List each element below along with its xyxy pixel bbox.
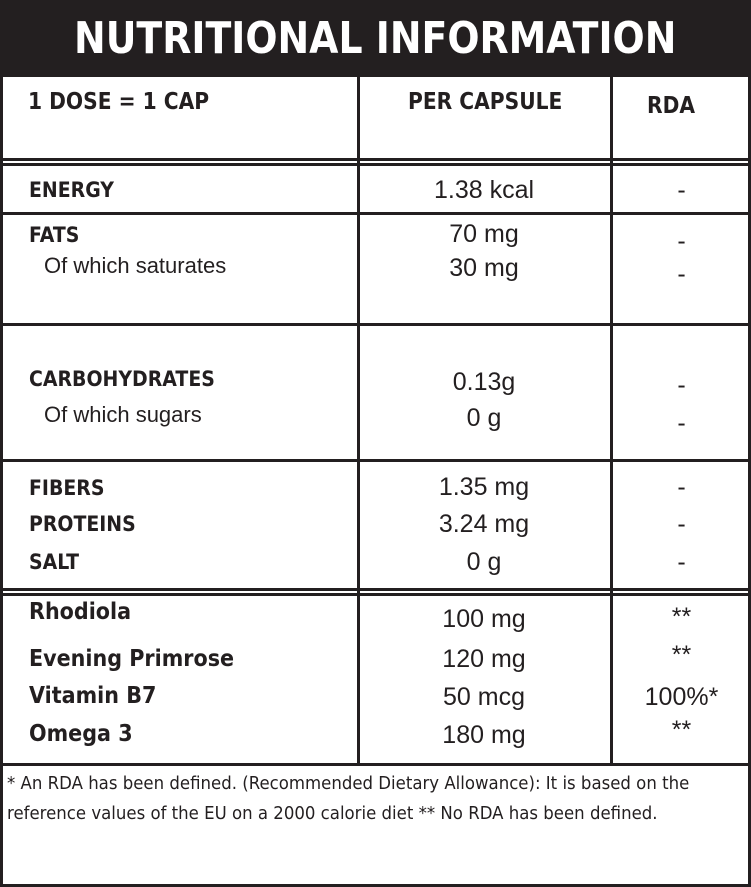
energy-value: 1.38 kcal — [433, 176, 535, 204]
carbohydrates-label: CARBOHYDRATES — [29, 367, 215, 391]
ingredient-label: Omega 3 — [29, 721, 133, 747]
rule — [3, 323, 748, 326]
proteins-label: PROTEINS — [29, 512, 136, 536]
sugars-value: 0 g — [466, 404, 502, 432]
salt-label: SALT — [29, 550, 80, 574]
salt-value: 0 g — [466, 548, 502, 576]
footnote — [7, 769, 747, 829]
rule — [3, 763, 748, 766]
fibers-rda: - — [677, 473, 686, 501]
fats-label: FATS — [29, 223, 80, 247]
fibers-value: 1.35 mg — [438, 473, 530, 501]
ingredient-rda: ** — [671, 716, 692, 744]
sugars-label: Of which sugars — [44, 402, 202, 427]
rule — [3, 212, 748, 215]
per-capsule-header: PER CAPSULE — [408, 89, 563, 115]
column-divider — [610, 74, 613, 766]
ingredient-label: Rhodiola — [29, 599, 132, 625]
saturates-value: 30 mg — [449, 254, 519, 282]
rule — [3, 459, 748, 462]
proteins-value: 3.24 mg — [438, 510, 530, 538]
ingredient-value: 120 mg — [442, 645, 526, 673]
fibers-label: FIBERS — [29, 476, 105, 500]
ingredient-label: Vitamin B7 — [29, 683, 157, 709]
ingredient-rda: ** — [671, 603, 692, 631]
rda-header: RDA — [647, 93, 696, 119]
ingredient-label: Evening Primrose — [29, 646, 235, 672]
saturates-rda: - — [677, 260, 686, 288]
ingredient-rda: ** — [671, 641, 692, 669]
fats-rda: - — [677, 227, 686, 255]
sugars-rda: - — [677, 409, 686, 437]
ingredient-rda: 100%* — [644, 683, 719, 711]
label-title: NUTRITIONAL INFORMATION — [74, 13, 677, 64]
energy-label: ENERGY — [29, 178, 114, 202]
rule — [3, 74, 748, 77]
carbohydrates-value: 0.13g — [452, 368, 516, 396]
rule — [3, 158, 748, 161]
ingredient-value: 180 mg — [442, 721, 526, 749]
footnote-text: * An RDA has been defined. (Recommended Dietary Allowance): It is based on the reference values of the EU on a 2000 calorie diet ** No RDA has been defined. — [7, 773, 690, 824]
dose-header: 1 DOSE = 1 CAP — [28, 89, 210, 115]
carbohydrates-rda: - — [677, 371, 686, 399]
ingredient-value: 100 mg — [442, 605, 526, 633]
rule — [3, 588, 748, 591]
rule — [3, 163, 748, 166]
title-bar — [3, 3, 748, 74]
fats-value: 70 mg — [449, 220, 519, 248]
saturates-label: Of which saturates — [44, 253, 227, 278]
salt-rda: - — [677, 548, 686, 576]
energy-rda: - — [677, 176, 686, 204]
proteins-rda: - — [677, 510, 686, 538]
ingredient-value: 50 mcg — [443, 683, 525, 711]
rule — [3, 593, 748, 596]
